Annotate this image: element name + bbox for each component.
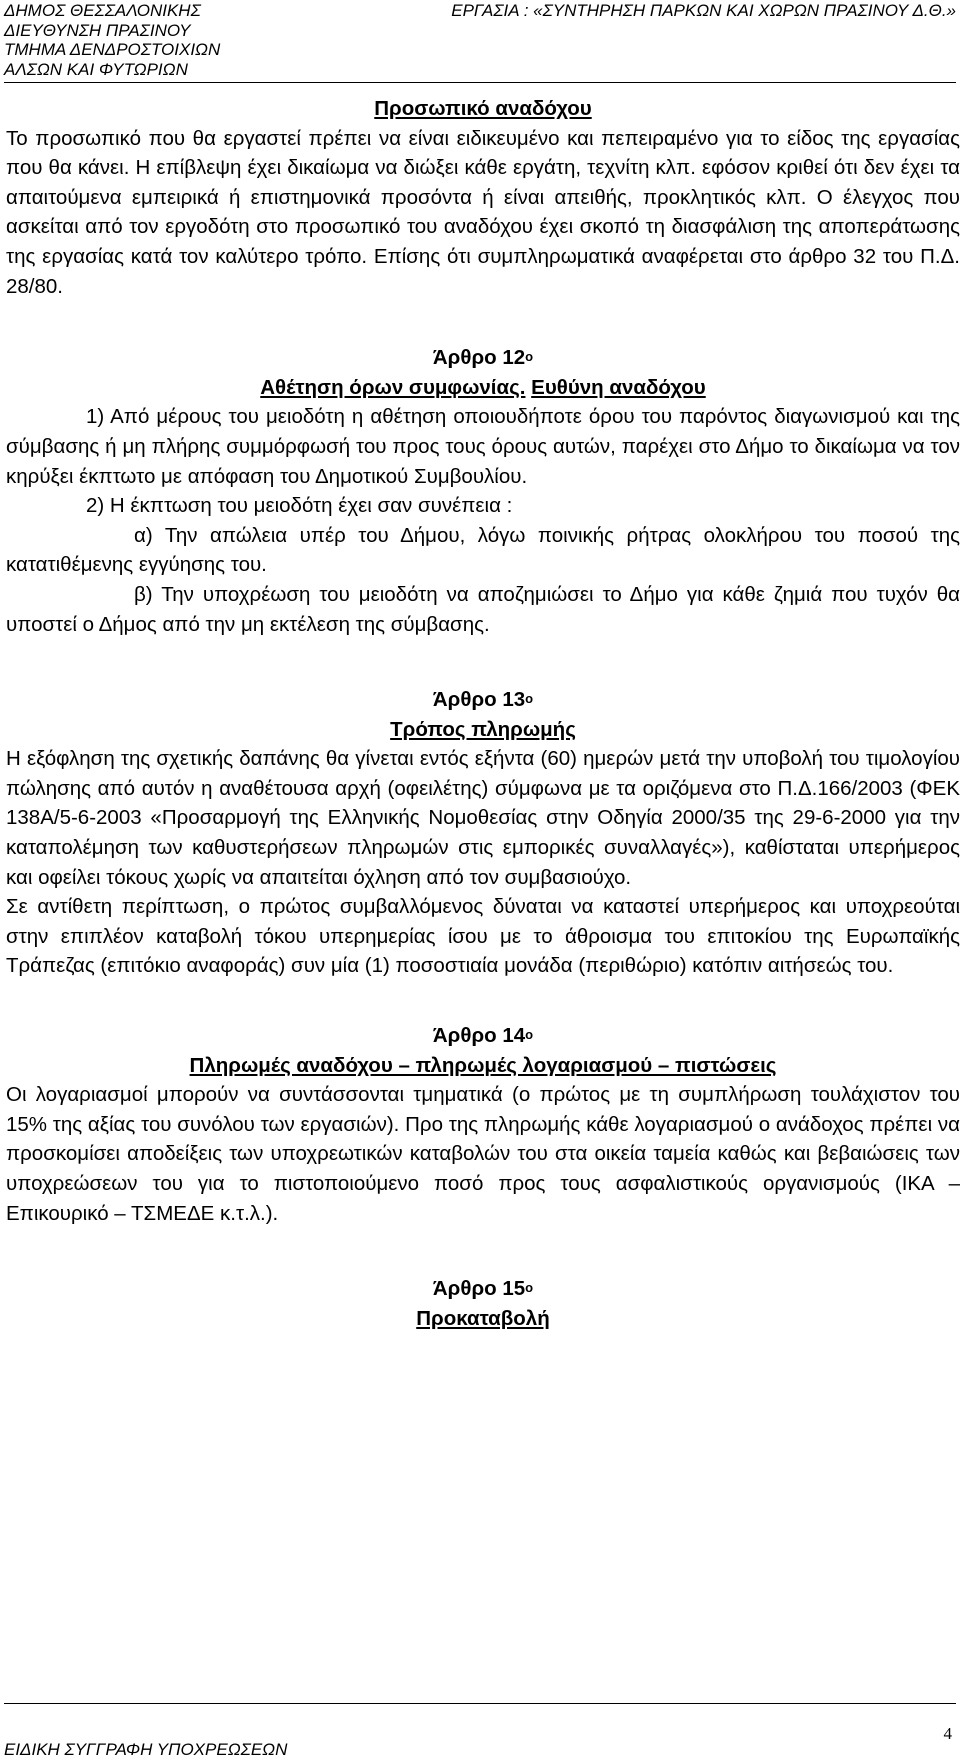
article-12-ordinal: ο <box>525 349 534 365</box>
article-15-heading-text: Άρθρο 15 <box>432 1277 526 1301</box>
article-14-title: Πληρωμές αναδόχου – πληρωμές λογαριασμού – πιστώσεις <box>189 1053 777 1077</box>
page-number: 4 <box>943 1724 952 1743</box>
spacer <box>6 981 960 1021</box>
spacer <box>6 301 960 343</box>
article-15-title: Προκαταβολή <box>416 1306 550 1330</box>
footer-divider <box>4 1703 956 1704</box>
article-15-ordinal: ο <box>525 1280 534 1296</box>
article-14-ordinal: ο <box>525 1027 534 1043</box>
article-14-heading <box>6 1021 960 1051</box>
footer-document-title: ΕΙΔΙΚΗ ΣΥΓΓΡΑΦΗ ΥΠΟΧΡΕΩΣΕΩΝ <box>4 1740 288 1759</box>
article-15-heading <box>6 1274 960 1304</box>
header-line-subdepartment: ΑΛΣΩΝ ΚΑΙ ΦΥΤΩΡΙΩΝ <box>4 59 188 79</box>
spacer <box>6 1228 960 1274</box>
header-divider <box>4 82 956 83</box>
article-12-heading <box>6 343 960 373</box>
article-14-paragraph-1: Οι λογαριασμοί μπορούν να συντάσσονται τμηματικά (ο πρώτος με τη συμπλήρωση τουλάχιστον του 15% της αξίας του συνόλου των εργασιών). Προ της πληρωμής κάθε λογαριασμού ο ανάδοχος πρέπει να προσκομίσει αποδείξεις των υποχρεωτικών καταβολών του στα οικεία ταμεία καθώς και βεβαιώσεις των υποχρεώσεων του για το πιστοποιούμενο ποσό προς τους ασφαλιστικούς οργανισμούς (ΙΚΑ – Επικουρικό – ΤΣΜΕΔΕ κ.τ.λ.). <box>6 1083 960 1225</box>
personnel-paragraph: Το προσωπικό που θα εργαστεί πρέπει να είναι ειδικευμένο και πεπειραμένο για το είδος της εργασίας που θα κάνει. Η επίβλεψη έχει δικαίωμα να διώξει κάθε εργάτη, τεχνίτη κλπ. εφόσον κριθεί ότι δεν έχει τα απαιτούμενα εμπειρικά ή επιστημονικά προσόντα ή είναι απειθής, προκλητικός κλπ. Ο έλεγχος που ασκείται από τον εργοδότη στο προσωπικό του αναδόχου έχει σκοπό τη διασφάλιση της αποπεράτωσης της εργασίας κατά τον καλύτερο τρόπο. Επίσης ότι συμπληρωματικά αναφέρεται στο άρθρο 32 του Π.Δ. 28/80. <box>6 126 960 298</box>
article-12-paragraph-a: α) Την απώλεια υπέρ του Δήμου, λόγω ποινικής ρήτρας ολοκλήρου του ποσού της κατατιθέμενης εγγύησης του. <box>6 523 960 577</box>
header-line-directorate: ΔΙΕΥΘΥΝΣΗ ΠΡΑΣΙΝΟΥ <box>4 20 191 40</box>
page-header <box>0 0 960 84</box>
article-12-title-a: Αθέτηση όρων συμφωνίας. <box>260 375 526 399</box>
page-footer <box>0 1700 960 1761</box>
spacer <box>6 639 960 685</box>
article-12-paragraph-2: 2) Η έκπτωση του μειοδότη έχει σαν συνέπεια : <box>86 494 513 518</box>
header-line-department: ΤΜΗΜΑ ΔΕΝΔΡΟΣΤΟΙΧΙΩΝ <box>4 40 221 59</box>
personnel-title: Προσωπικό αναδόχου <box>374 97 592 120</box>
article-12-heading-text: Άρθρο 12 <box>432 346 526 370</box>
article-13-paragraph-1: Η εξόφληση της σχετικής δαπάνης θα γίνεται εντός εξήντα (60) ημερών μετά την υποβολή του τιμολογίου πώλησης από αυτόν η αναθέτουσα αρχή (οφειλέτης) σύμφωνα με τα οριζόμενα στο Π.Δ.166/2003 (ΦΕΚ 138Α/5-6-2003 «Προσαρμογή της Ελληνικής Νομοθεσίας στην Οδηγία 2000/35 της 29-6-2000 για την καταπολέμηση των καθυστερήσεων πληρωμών στις εμπορικές συναλλαγές»), καθίσταται υπερήμερος και οφείλει τόκους χωρίς να απαιτείται όχληση από τον συμβασιούχο. <box>6 747 960 889</box>
document-body <box>6 94 960 1333</box>
article-13-paragraph-2: Σε αντίθετη περίπτωση, ο πρώτος συμβαλλόμενος δύναται να καταστεί υπερήμερος και υποχρεούται στην επιπλέον καταβολή τόκου υπερημερίας ίσου με το άθροισμα του επιτοκίου της Ευρωπαϊκής Τράπεζας (επιτόκιο αναφοράς) συν μία (1) ποσοστιαία μονάδα (περιθώριο) κατόπιν αιτήσεώς του. <box>6 895 960 978</box>
article-13-heading <box>6 685 960 715</box>
article-13-heading-text: Άρθρο 13 <box>432 688 526 712</box>
article-14-heading-text: Άρθρο 14 <box>432 1024 526 1048</box>
header-line-municipality: ΔΗΜΟΣ ΘΕΣΣΑΛΟΝΙΚΗΣ <box>4 1 201 20</box>
article-12-title <box>6 373 960 403</box>
article-12-paragraph-b: β) Την υποχρέωση του μειοδότη να αποζημιώσει το Δήμο για κάθε ζημιά που τυχόν θα υποστεί ο Δήμος από την μη εκτέλεση της σύμβασης. <box>6 582 960 636</box>
article-12-paragraph-1: 1) Από μέρους του μειοδότη η αθέτηση οποιουδήποτε όρου του παρόντος διαγωνισμού και της σύμβασης ή μη πλήρης συμμόρφωσή του προς τους όρους αυτών, παρέχει στο Δήμο το δικαίωμα να τον κηρύξει έκπτωτο με απόφαση του Δημοτικού Συμβουλίου. <box>6 405 960 488</box>
header-authority <box>4 1 220 79</box>
article-12-title-b: Ευθύνη αναδόχου <box>531 375 706 399</box>
article-13-ordinal: ο <box>525 691 534 707</box>
header-project-title: ΕΡΓΑΣΙΑ : «ΣΥΝΤΗΡΗΣΗ ΠΑΡΚΩΝ ΚΑΙ ΧΩΡΩΝ ΠΡΑΣΙΝΟΥ Δ.Θ.» <box>451 1 956 20</box>
article-13-title: Τρόπος πληρωμής <box>390 717 576 741</box>
